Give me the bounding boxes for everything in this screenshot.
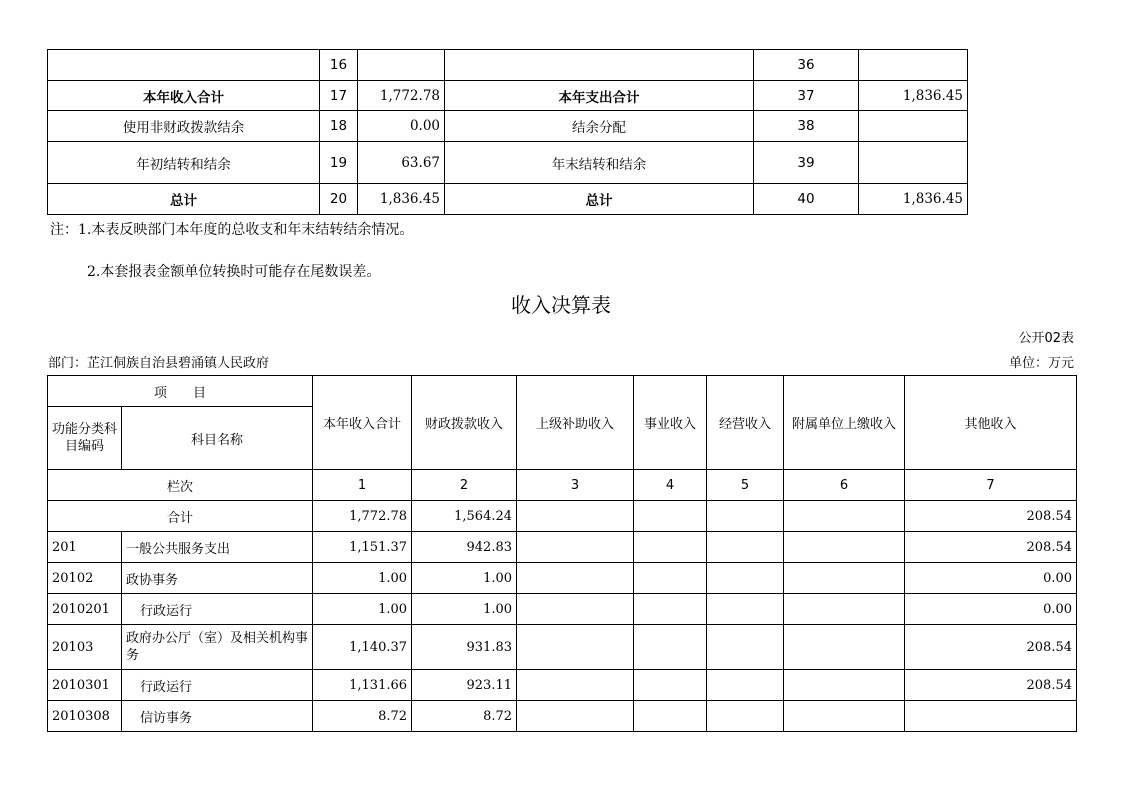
income-table [47, 375, 1077, 732]
name-cell: 政府办公厅（室）及相关机构事务 [122, 625, 313, 670]
table-row [48, 81, 968, 111]
code-cell: 2010301 [48, 670, 122, 701]
name-cell: 行政运行 [122, 670, 313, 701]
value-cell [784, 563, 905, 594]
right-value: 1,836.45 [859, 81, 968, 111]
table-row [48, 142, 968, 184]
table-row [48, 563, 1077, 594]
right-number: 37 [754, 81, 859, 111]
value-cell: 208.54 [905, 532, 1077, 563]
table-row [48, 111, 968, 142]
name-column-header: 科目名称 [122, 407, 313, 470]
left-value: 1,772.78 [358, 81, 445, 111]
value-cell: 1,151.37 [313, 532, 412, 563]
table-row [48, 532, 1077, 563]
value-cell: 208.54 [905, 501, 1077, 532]
summary-table [47, 49, 968, 215]
value-cell [784, 701, 905, 732]
value-cell: 1.00 [313, 563, 412, 594]
code-cell: 20102 [48, 563, 122, 594]
value-cell: 942.83 [412, 532, 517, 563]
value-cell [517, 594, 634, 625]
department-label: 部门：芷江侗族自治县碧涌镇人民政府 [48, 356, 270, 371]
code-cell: 2010308 [48, 701, 122, 732]
column-number-row [48, 470, 1077, 501]
column-header: 财政拨款收入 [412, 376, 517, 470]
value-cell: 1.00 [412, 563, 517, 594]
column-number: 4 [634, 470, 707, 501]
right-number: 40 [754, 184, 859, 215]
column-header: 附属单位上缴收入 [784, 376, 905, 470]
value-cell [707, 501, 784, 532]
name-cell: 行政运行 [122, 594, 313, 625]
value-cell [707, 670, 784, 701]
left-number: 20 [320, 184, 358, 215]
column-header: 经营收入 [707, 376, 784, 470]
value-cell [707, 701, 784, 732]
left-value: 0.00 [358, 111, 445, 142]
value-cell: 923.11 [412, 670, 517, 701]
table-row [48, 670, 1077, 701]
table-row [48, 50, 968, 81]
name-cell: 信访事务 [122, 701, 313, 732]
item-header: 项 目 [48, 376, 313, 407]
total-row [48, 501, 1077, 532]
left-number: 17 [320, 81, 358, 111]
row-label: 栏次 [48, 470, 313, 501]
column-number: 1 [313, 470, 412, 501]
value-cell [707, 625, 784, 670]
right-label [445, 50, 754, 81]
value-cell: 8.72 [313, 701, 412, 732]
note-1: 注：1.本表反映部门本年度的总收支和年末结转结余情况。 [50, 222, 414, 238]
value-cell [634, 563, 707, 594]
value-cell [784, 501, 905, 532]
right-value: 1,836.45 [859, 184, 968, 215]
right-value [859, 111, 968, 142]
value-cell [517, 625, 634, 670]
value-cell [707, 563, 784, 594]
table-row [48, 184, 968, 215]
left-value [358, 50, 445, 81]
left-label: 使用非财政拨款结余 [48, 111, 320, 142]
column-number: 7 [905, 470, 1077, 501]
right-number: 36 [754, 50, 859, 81]
value-cell [707, 594, 784, 625]
value-cell [634, 501, 707, 532]
value-cell: 208.54 [905, 625, 1077, 670]
column-header: 本年收入合计 [313, 376, 412, 470]
right-value [859, 50, 968, 81]
table-row [48, 701, 1077, 732]
column-header: 事业收入 [634, 376, 707, 470]
table-row [48, 594, 1077, 625]
left-number: 16 [320, 50, 358, 81]
left-number: 19 [320, 142, 358, 184]
value-cell [784, 625, 905, 670]
value-cell [634, 625, 707, 670]
value-cell: 1.00 [313, 594, 412, 625]
unit-label: 单位：万元 [1008, 356, 1074, 371]
left-label: 总计 [48, 184, 320, 215]
right-value [859, 142, 968, 184]
note-2: 2.本套报表金额单位转换时可能存在尾数误差。 [87, 264, 381, 280]
code-column-header: 功能分类科目编码 [48, 407, 122, 470]
value-cell: 1.00 [412, 594, 517, 625]
column-number: 6 [784, 470, 905, 501]
value-cell [517, 701, 634, 732]
column-number: 3 [517, 470, 634, 501]
value-cell [517, 670, 634, 701]
value-cell [784, 532, 905, 563]
right-number: 38 [754, 111, 859, 142]
value-cell [634, 670, 707, 701]
value-cell: 1,140.37 [313, 625, 412, 670]
code-cell: 20103 [48, 625, 122, 670]
value-cell [634, 701, 707, 732]
value-cell [784, 594, 905, 625]
value-cell [784, 670, 905, 701]
left-value: 1,836.45 [358, 184, 445, 215]
value-cell [634, 594, 707, 625]
code-cell: 201 [48, 532, 122, 563]
left-label: 本年收入合计 [48, 81, 320, 111]
value-cell: 0.00 [905, 594, 1077, 625]
value-cell [517, 501, 634, 532]
page-title: 收入决算表 [511, 293, 611, 317]
right-label: 结余分配 [445, 111, 754, 142]
value-cell: 1,564.24 [412, 501, 517, 532]
value-cell: 931.83 [412, 625, 517, 670]
value-cell: 208.54 [905, 670, 1077, 701]
value-cell [517, 532, 634, 563]
right-label: 总计 [445, 184, 754, 215]
name-cell: 政协事务 [122, 563, 313, 594]
right-label: 年末结转和结余 [445, 142, 754, 184]
code-cell: 2010201 [48, 594, 122, 625]
column-number: 5 [707, 470, 784, 501]
column-number: 2 [412, 470, 517, 501]
value-cell: 1,131.66 [313, 670, 412, 701]
column-header: 其他收入 [905, 376, 1077, 470]
left-number: 18 [320, 111, 358, 142]
value-cell: 8.72 [412, 701, 517, 732]
left-value: 63.67 [358, 142, 445, 184]
value-cell [905, 701, 1077, 732]
value-cell [517, 563, 634, 594]
right-number: 39 [754, 142, 859, 184]
value-cell: 0.00 [905, 563, 1077, 594]
table-row [48, 625, 1077, 670]
left-label: 年初结转和结余 [48, 142, 320, 184]
left-label [48, 50, 320, 81]
column-header: 上级补助收入 [517, 376, 634, 470]
name-cell: 一般公共服务支出 [122, 532, 313, 563]
table-code: 公开02表 [1018, 331, 1074, 346]
value-cell [634, 532, 707, 563]
total-label: 合计 [48, 501, 313, 532]
value-cell: 1,772.78 [313, 501, 412, 532]
header-row [48, 376, 1077, 407]
value-cell [707, 532, 784, 563]
right-label: 本年支出合计 [445, 81, 754, 111]
